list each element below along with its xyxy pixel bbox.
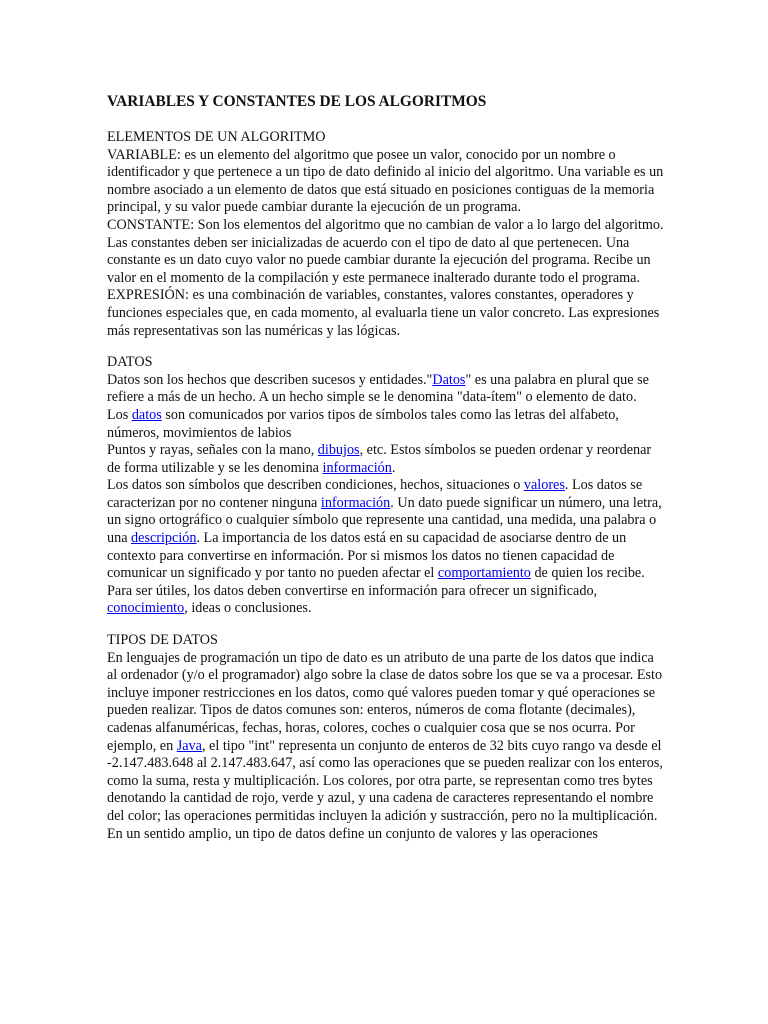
paragraph-tipos-sentido-amplio: En un sentido amplio, un tipo de datos define un conjunto de valores y las operaciones [107, 825, 598, 842]
paragraph-expresion: EXPRESIÓN: es una combinación de variables, constantes, valores constantes, operadores y funciones especiales que, en cada momento, al evaluarla tiene un valor concreto. Las expresiones más representativas son las numéricas y las lógicas. [107, 287, 660, 339]
link-datos[interactable]: Datos [432, 371, 466, 388]
text-run: Los datos son símbolos que describen condiciones, hechos, situaciones o [107, 477, 524, 494]
text-run: , ideas o conclusiones. [184, 600, 312, 617]
text-run: Puntos y rayas, señales con la mano, [107, 442, 318, 459]
link-informacion[interactable]: información [322, 459, 392, 476]
link-valores[interactable]: valores [523, 477, 565, 494]
text-run: . [391, 459, 396, 476]
paragraph-datos-simbolos [107, 477, 667, 618]
text-run: Datos son los hechos que describen sucesos y entidades." [107, 371, 433, 388]
paragraph-variable: VARIABLE: es un elemento del algoritmo que posee un valor, conocido por un nombre o identificador y que pertenece a un tipo de dato definido al inicio del algoritmo. Una variable es un nombre asociado a un elemento de datos que está situado en posiciones contiguas de la memoria principal, y su valor puede cambiar durante la ejecución de un programa. [107, 146, 664, 216]
text-run: En lenguajes de programación un tipo de dato es un atributo de una parte de los datos que indica al ordenador (y/o el programador) algo sobre la clase de datos sobre los que se va a procesar. Esto incluye imponer restricciones en los datos, como qué valores pueden tomar y qué operaciones se pueden realizar. Tipos de datos comunes son: enteros, números de coma flotante (decimales), cadenas alfanuméricas, fechas, horas, colores, coches o cualquier cosa que se nos ocurra. Por ejemplo, en [107, 649, 663, 754]
text-run: Los [107, 406, 132, 423]
text-run: de quien los recibe. Para ser útiles, los datos deben convertirse en información para ofrecer un significado, [107, 565, 645, 599]
section-datos [107, 354, 667, 618]
section-heading-elementos: ELEMENTOS DE UN ALGORITMO [107, 129, 326, 145]
document-title: VARIABLES Y CONSTANTES DE LOS ALGORITMOS [107, 93, 487, 110]
section-elementos [107, 129, 667, 340]
paragraph-simbolos [107, 442, 667, 477]
text-run: . La importancia de los datos está en su capacidad de asociarse dentro de un contexto para convertirse en información. Por si mismos los datos no tienen capacidad de comunicar un significado y por tanto no pueden afectar el [107, 530, 627, 582]
paragraph-datos-definicion [107, 372, 667, 407]
document-body [107, 93, 667, 857]
link-java[interactable]: Java [176, 737, 202, 754]
text-run: . Los datos se caracterizan por no contener ninguna [107, 477, 643, 511]
link-dibujos[interactable]: dibujos [317, 442, 360, 459]
text-run: , etc. Estos símbolos se pueden ordenar y reordenar de forma utilizable y se les denomina [107, 442, 652, 476]
link-informacion-2[interactable]: información [320, 494, 391, 511]
section-tipos-de-datos [107, 632, 667, 843]
text-run: " es una palabra en plural que se refiere a más de un hecho. A un hecho simple se le denomina "data-ítem" o elemento de dato. [107, 371, 649, 406]
text-run: son comunicados por varios tipos de símbolos tales como las letras del alfabeto, números, movimientos de labios [107, 406, 619, 441]
link-conocimiento[interactable]: conocimiento [107, 600, 185, 617]
link-comportamiento[interactable]: comportamiento [437, 565, 531, 582]
link-datos-lower[interactable]: datos [131, 406, 162, 423]
paragraph-constante: CONSTANTE: Son los elementos del algoritmo que no cambian de valor a lo largo del algoritmo. Las constantes deben ser inicializadas de acuerdo con el tipo de dato al que pertenecen. Una constante es un dato cuyo valor no puede cambiar durante la ejecución del programa. Recibe un valor en el momento de la compilación y este permanece inalterado durante todo el programa. [107, 216, 664, 286]
link-descripcion[interactable]: descripción [131, 530, 197, 547]
section-heading-tipos: TIPOS DE DATOS [107, 632, 218, 649]
text-run: . Un dato puede significar un número, una letra, un signo ortográfico o cualquier símbolo que represente una cantidad, una medida, una palabra o una [107, 494, 662, 547]
text-run: , el tipo "int" representa un conjunto de enteros de 32 bits cuyo rango va desde el -2.147.483.648 al 2.147.483.647, así como las operaciones que se pueden realizar con los enteros, como la suma, resta y multiplicación. Los colores, por otra parte, se representan como tres bytes denotando la cantidad de rojo, verde y azul, y una cadena de caracteres representando el nombre del color; las operaciones permitidas incluyen la adición y sustracción, pero no la multiplicación. [107, 737, 663, 824]
paragraph-datos-comunicados [107, 407, 667, 442]
section-heading-datos: DATOS [107, 354, 153, 371]
paragraph-tipos-definicion [107, 650, 667, 826]
